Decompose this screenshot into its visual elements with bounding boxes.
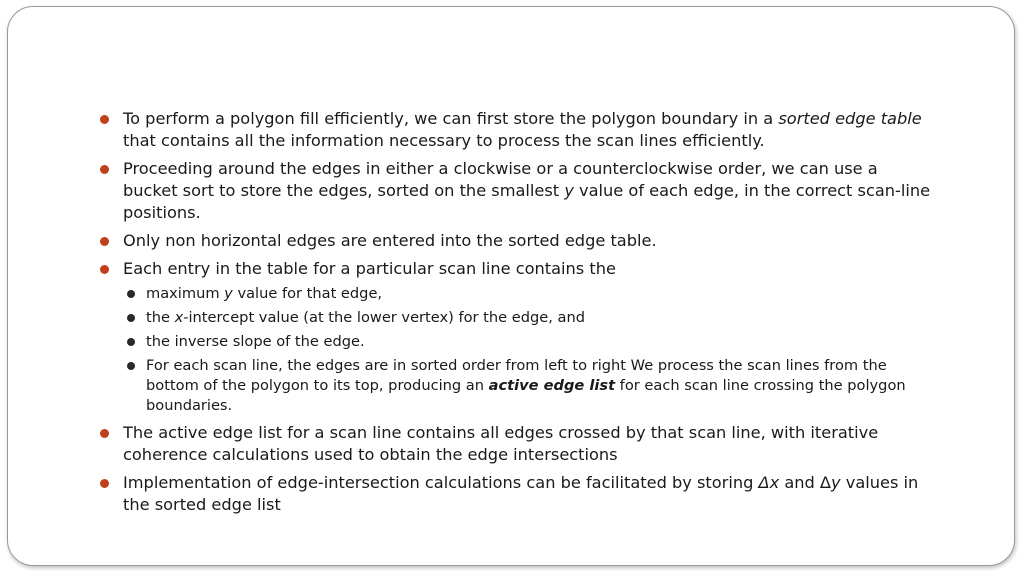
sub-bullet-list [123, 284, 936, 416]
text-segment: value for that edge, [232, 285, 383, 302]
text-segment: y [831, 473, 841, 492]
bullet-dot-icon [100, 265, 109, 274]
sub-bullet-item [123, 332, 936, 352]
sub-bullet-dot-icon [127, 290, 135, 298]
text-segment: the [146, 309, 175, 326]
bullet-text [123, 423, 878, 464]
text-segment: y [224, 285, 233, 302]
slide-frame [7, 6, 1015, 566]
sub-bullet-text [146, 285, 382, 302]
text-segment: the inverse slope of the edge. [146, 333, 365, 350]
text-segment: values in the sorted edge list [123, 473, 919, 514]
text-segment: The active edge list for a scan line contains all edges crossed by that scan line, with iterative coherence calculations used to obtain the edge intersections [123, 423, 879, 464]
bullet-text [123, 109, 922, 150]
bullet-dot-icon [100, 237, 109, 246]
text-segment: that contains all the information necessary to process the scan lines efficiently. [123, 131, 765, 150]
bullet-item [98, 422, 936, 466]
bullet-dot-icon [100, 479, 109, 488]
bullet-text [123, 473, 918, 514]
sub-bullet-dot-icon [127, 362, 135, 370]
bullet-text [123, 259, 616, 278]
sub-bullet-dot-icon [127, 314, 135, 322]
text-segment: Only non horizontal edges are entered into the sorted edge table. [123, 231, 657, 250]
sub-bullet-item [123, 356, 936, 416]
text-segment: For each scan line, the edges are in sorted order from left to right We process the scan lines from the bottom of the polygon to its top, producing an [146, 357, 887, 394]
sub-bullet-text [146, 309, 585, 326]
bullet-dot-icon [100, 115, 109, 124]
bullet-dot-icon [100, 429, 109, 438]
bullet-text [123, 231, 657, 250]
sub-bullet-item [123, 284, 936, 304]
sub-bullet-dot-icon [127, 338, 135, 346]
text-segment: To perform a polygon fill efficiently, we can first store the polygon boundary in a [123, 109, 779, 128]
sub-bullet-text [146, 333, 365, 350]
text-segment: x [174, 309, 184, 326]
text-segment: for each scan line crossing the polygon boundaries. [146, 377, 906, 414]
text-segment: sorted edge table [778, 109, 922, 128]
text-segment: Proceeding around the edges in either a clockwise or a counterclockwise order, we can use a bucket sort to store the edges, sorted on the smallest [123, 159, 878, 200]
text-segment: maximum [146, 285, 225, 302]
sub-bullet-item [123, 308, 936, 328]
bullet-item [98, 158, 936, 224]
text-segment: value of each edge, in the correct scan-line positions. [123, 181, 931, 222]
bullet-item [98, 230, 936, 252]
text-segment: Implementation of edge-intersection calculations can be facilitated by storing [123, 473, 759, 492]
bullet-item [98, 258, 936, 416]
slide-content [98, 108, 936, 522]
bullet-item [98, 472, 936, 516]
bullet-text [123, 159, 930, 222]
text-segment: -intercept value (at the lower vertex) for the edge, and [183, 309, 585, 326]
sub-bullet-text [146, 357, 906, 414]
bullet-list [98, 108, 936, 516]
text-segment: Each entry in the table for a particular scan line contains the [123, 259, 616, 278]
bullet-dot-icon [100, 165, 109, 174]
text-segment: Δx [758, 473, 780, 492]
text-segment: active edge list [488, 377, 616, 394]
text-segment: and Δ [779, 473, 831, 492]
text-segment: y [564, 181, 574, 200]
bullet-item [98, 108, 936, 152]
